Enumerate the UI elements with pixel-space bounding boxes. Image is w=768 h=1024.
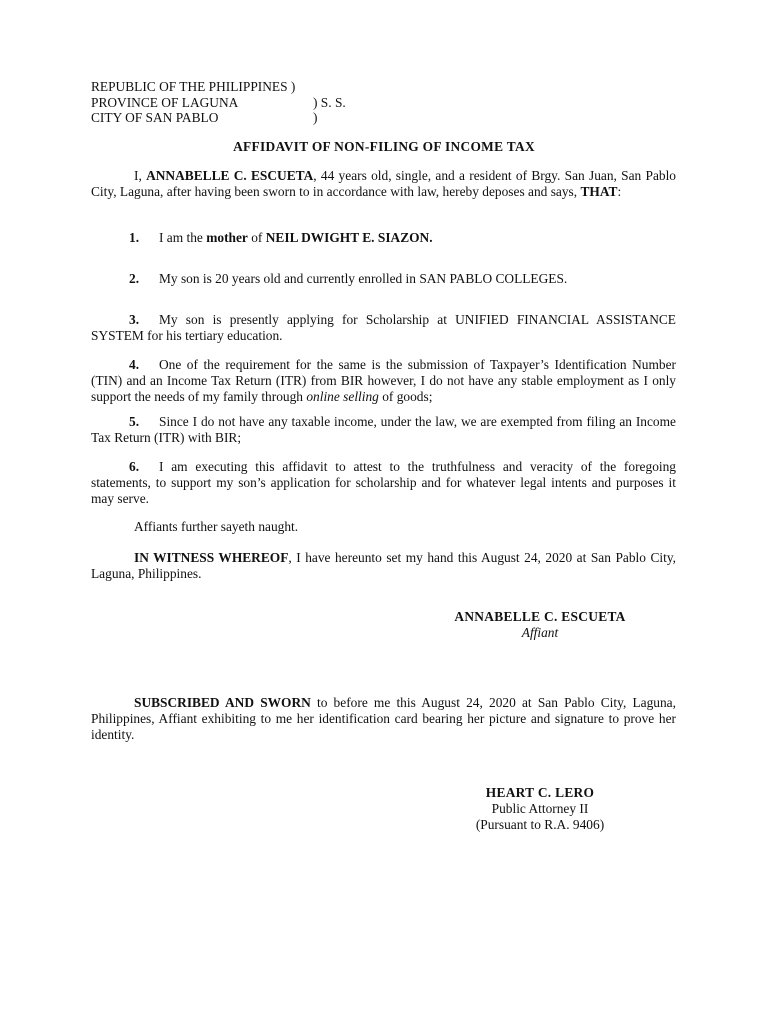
affiant-name: ANNABELLE C. ESCUETA — [454, 609, 626, 624]
item-1-mid: of — [247, 230, 266, 245]
item-1 — [91, 230, 676, 246]
witness-text: , I have hereunto set my hand this August 24, 2020 at San Pablo City, Laguna, Philippines. — [91, 550, 676, 581]
affiant-signature-block — [380, 609, 700, 641]
caption-row-province — [91, 95, 346, 111]
item-3 — [91, 312, 676, 344]
item-3-text: My son is presently applying for Scholarship at UNIFIED FINANCIAL ASSISTANCE SYSTEM for his tertiary education. — [91, 312, 676, 343]
item-number: 3. — [129, 312, 140, 327]
notary-signature-block — [380, 785, 700, 833]
affiant-role: Affiant — [521, 625, 559, 640]
caption-row-city — [91, 110, 346, 126]
caption-ss-mark: ) S. S. — [313, 94, 346, 110]
item-4-online-selling: online selling — [306, 389, 379, 404]
item-6-text: I am executing this affidavit to attest to the truthfulness and veracity of the foregoing statements, to support my son’s application for scholarship and for whatever legal intents and purposes it may serve. — [91, 459, 676, 506]
caption-republic: REPUBLIC OF THE PHILIPPINES ) — [91, 79, 296, 94]
item-4-post: of goods; — [378, 389, 433, 404]
naught-line: Affiants further sayeth naught. — [134, 519, 299, 534]
item-number: 6. — [129, 459, 140, 474]
caption-province: PROVINCE OF LAGUNA — [91, 94, 239, 110]
intro-paragraph — [91, 168, 676, 200]
item-1-pre: I am the — [159, 230, 207, 245]
notary-name: HEART C. LERO — [485, 785, 595, 800]
item-5-text: Since I do not have any taxable income, under the law, we are exempted from filing an Income Tax Return (ITR) with BIR; — [91, 414, 676, 445]
caption-city-mark: ) — [313, 110, 318, 125]
jurat-sworn: SUBSCRIBED AND SWORN — [134, 695, 311, 710]
jurat-text: to before me this August 24, 2020 at San Pablo City, Laguna, Philippines, Affiant exhibiting to me her identification card bearing her picture and signature to prove her identity. — [91, 695, 676, 742]
witness-whereof: IN WITNESS WHEREOF — [134, 550, 289, 565]
item-1-mother: mother — [206, 230, 248, 245]
notary-basis: (Pursuant to R.A. 9406) — [475, 817, 605, 832]
item-6 — [91, 459, 676, 507]
item-number: 5. — [129, 414, 140, 429]
item-4-pre: One of the requirement for the same is the submission of Taxpayer’s Identification Number (TIN) and an Income Tax Return (ITR) from BIR however, I do not have any stable employment as I only support the needs of my family through — [91, 357, 676, 404]
item-number: 4. — [129, 357, 140, 372]
item-4 — [91, 357, 676, 405]
witness-paragraph — [91, 550, 676, 582]
item-2 — [91, 271, 676, 287]
item-1-son-name: NEIL DWIGHT E. SIAZON. — [265, 230, 433, 245]
item-2-text: My son is 20 years old and currently enrolled in SAN PABLO COLLEGES. — [159, 271, 568, 286]
notary-title: Public Attorney II — [491, 801, 589, 816]
item-5 — [91, 414, 676, 446]
intro-body: , 44 years old, single, and a resident of Brgy. San Juan, San Pablo City, Laguna, after having been sworn to in accordance with law, hereby deposes and says, — [91, 168, 677, 199]
caption-row-republic — [91, 79, 346, 95]
jurat-paragraph — [91, 695, 676, 743]
intro-that: THAT — [580, 184, 618, 199]
intro-pre: I, — [134, 168, 147, 183]
document-title: AFFIDAVIT OF NON-FILING OF INCOME TAX — [233, 139, 535, 154]
venue-caption — [91, 79, 346, 126]
caption-city: CITY OF SAN PABLO — [91, 110, 219, 125]
item-number: 1. — [129, 230, 140, 245]
intro-affiant-name: ANNABELLE C. ESCUETA — [146, 168, 314, 183]
item-number: 2. — [129, 271, 140, 286]
intro-end: : — [617, 184, 622, 199]
